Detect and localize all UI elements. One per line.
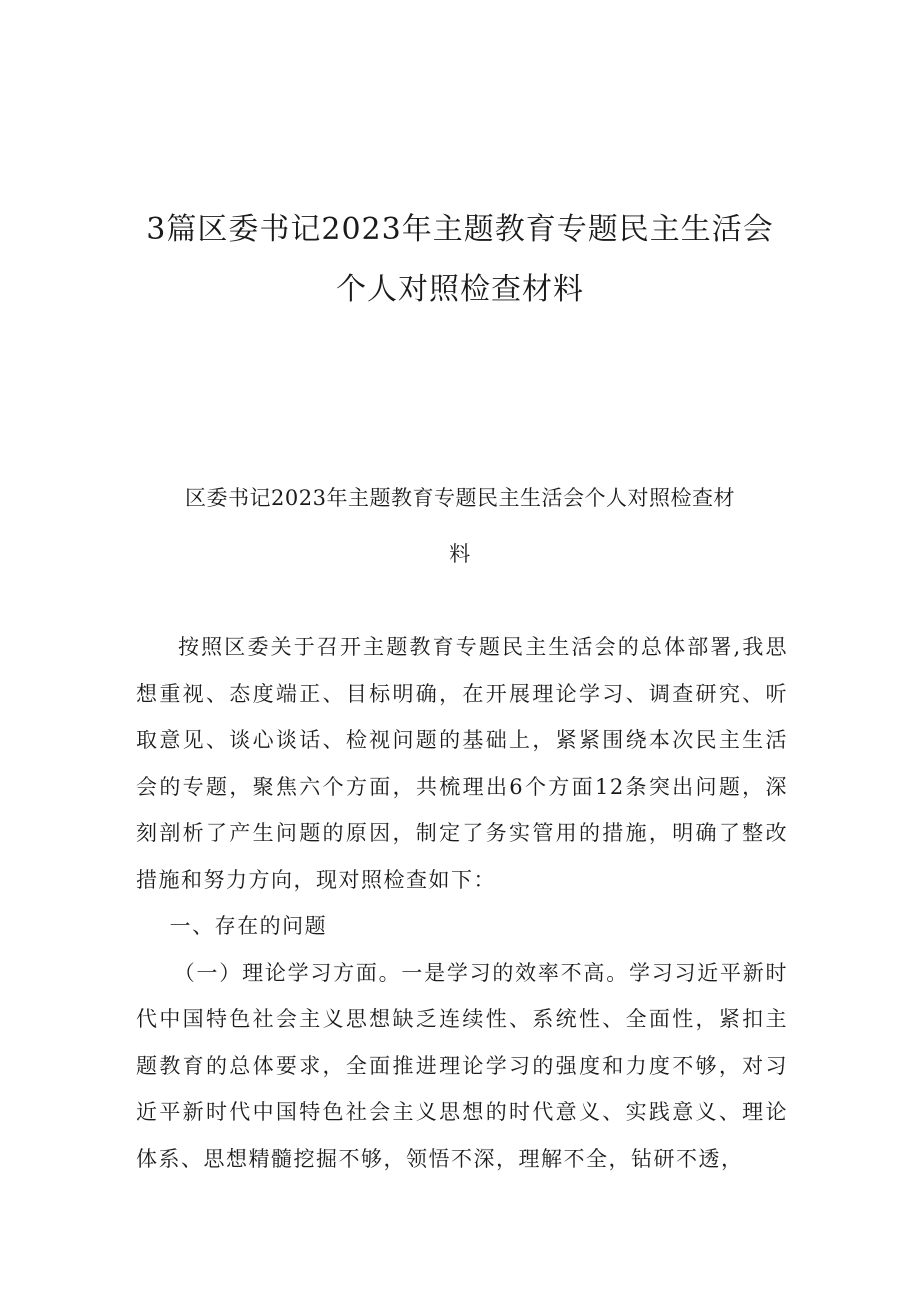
document-body <box>136 624 788 1182</box>
document-subtitle-line-1: 区委书记2023年主题教育专题民主生活会个人对照检查材 <box>185 486 735 510</box>
document-title <box>80 200 840 320</box>
document-subtitle <box>120 470 800 582</box>
document-subtitle-line-2: 料 <box>449 542 471 566</box>
document-title-line-2: 个人对照检查材料 <box>336 272 584 307</box>
section-heading-problems: 一、存在的问题 <box>169 914 328 938</box>
subsection-theory-study-paragraph: （一）理论学习方面。一是学习的效率不高。学习习近平新时代中国特色社会主义思想缺乏连续性、系统性、全面性，紧扣主题教育的总体要求，全面推进理论学习的强度和力度不够，对习近平新时代中国特色社会主义思想的时代意义、实践意义、理论体系、思想精髓挖掘不够，领悟不深，理解不全，钻研不透， <box>136 960 788 1171</box>
document-title-line-1: 3篇区委书记2023年主题教育专题民主生活会 <box>146 212 774 247</box>
intro-paragraph: 按照区委关于召开主题教育专题民主生活会的总体部署,我思想重视、态度端正、目标明确，在开展理论学习、调查研究、听取意见、谈心谈话、检视问题的基础上，紧紧围绕本次民主生活会的专题，聚焦六个方面，共梳理出6个方面12条突出问题，深刻剖析了产生问题的原因，制定了务实管用的措施，明确了整改措施和努力方向，现对照检查如下： <box>136 635 788 892</box>
